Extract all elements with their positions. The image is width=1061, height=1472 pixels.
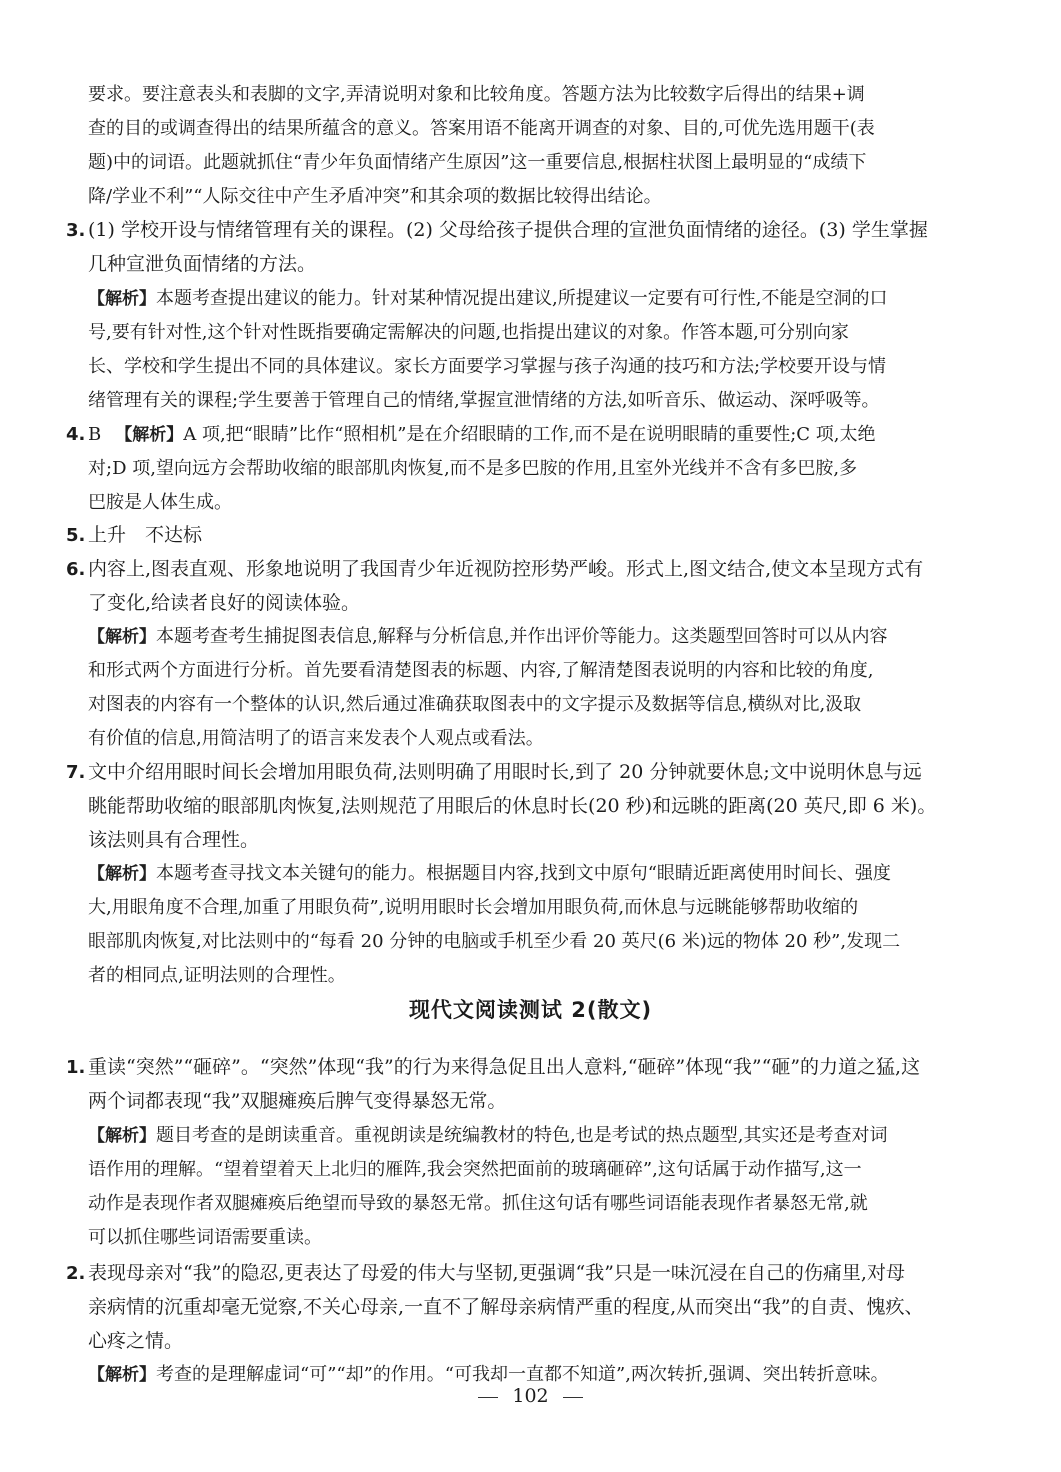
text-line: 和形式两个方面进行分析。首先要看清楚图表的标题、内容,了解清楚图表说明的内容和比较的角度,: [88, 660, 874, 681]
analysis-tag: 【解析】: [88, 1126, 156, 1146]
text-line: 亲病情的沉重却毫无觉察,不关心母亲,一直不了解母亲病情严重的程度,从而突出“我”的自责、愧疚、: [88, 1296, 924, 1318]
question-number: 1.: [66, 1057, 86, 1078]
page-number: [0, 1385, 1061, 1407]
section-title: 现代文阅读测试 2(散文): [408, 998, 653, 1022]
text-line: 长、学校和学生提出不同的具体建议。家长方面要学习掌握与孩子沟通的技巧和方法;学校要开设与情: [88, 356, 887, 377]
analysis-tag: 【解析】: [88, 627, 156, 647]
text-line: 者的相同点,证明法则的合理性。: [88, 965, 346, 986]
text-line: 几种宣泄负面情绪的方法。: [88, 253, 317, 275]
text-line: 可以抓住哪些词语需要重读。: [88, 1227, 322, 1248]
text-line: 查的目的或调查得出的结果所蕴含的意义。答案用语不能离开调查的对象、目的,可优先选用题干(表: [88, 118, 875, 139]
question-6-analysis: 【解析】本题考查考生捕捉图表信息,解释与分析信息,并作出评价等能力。这类题型回答时可以从内容: [88, 626, 888, 647]
text-line: 了变化,给读者良好的阅读体验。: [88, 592, 361, 614]
question-7-answer: 7. 文中介绍用眼时间长会增加用眼负荷,法则明确了用眼时长,到了 20 分钟就要休息;文中说明休息与远: [66, 761, 922, 783]
question-number: 2.: [66, 1263, 86, 1284]
text-line: 语作用的理解。“望着望着天上北归的雁阵,我会突然把面前的玻璃砸碎”,这句话属于动作描写,这一: [88, 1159, 862, 1180]
question-number: 3.: [66, 220, 86, 241]
answer-content: [66, 0, 937, 1385]
text-line: 该法则具有合理性。: [88, 829, 260, 851]
text-line: 大,用眼角度不合理,加重了用眼负荷”,说明用眼时长会增加用眼负荷,而休息与远眺能够帮助收缩的: [88, 897, 859, 918]
text-line: 绪管理有关的课程;学生要善于管理自己的情绪,掌握宣泄情绪的方法,如听音乐、做运动、深呼吸等。: [88, 390, 880, 411]
text-line: 号,要有针对性,这个针对性既指要确定需解决的问题,也指提出建议的对象。作答本题,可分别向家: [88, 322, 849, 343]
text-line: 眼部肌肉恢复,对比法则中的“每看 20 分钟的电脑或手机至少看 20 英尺(6 米)远的物体 20 秒”,发现二: [88, 931, 901, 952]
question-7-analysis: 【解析】本题考查寻找文本关键句的能力。根据题目内容,找到文中原句“眼睛近距离使用时间长、强度: [88, 863, 891, 884]
text-line: 对;D 项,望向远方会帮助收缩的眼部肌肉恢复,而不是多巴胺的作用,且室外光线并不含有多巴胺,多: [88, 458, 858, 479]
section-2-question-1-answer: 1. 重读“突然”“砸碎”。“突然”体现“我”的行为来得急促且出人意料,“砸碎”体现“我”“砸”的力道之猛,这: [66, 1056, 921, 1078]
analysis-tag: 【解析】: [88, 864, 156, 884]
text-line: 要求。要注意表头和表脚的文字,弄清说明对象和比较角度。答题方法为比较数字后得出的结果+调: [88, 84, 865, 105]
question-number: 4.: [66, 424, 86, 445]
question-number: 5.: [66, 525, 86, 546]
section-2-question-2-analysis: 【解析】考查的是理解虚词“可”“却”的作用。“可我却一直都不知道”,两次转折,强调、突出转折意味。: [88, 1364, 889, 1385]
text-line: 眺能帮助收缩的眼部肌肉恢复,法则规范了用眼后的休息时长(20 秒)和远眺的距离(20 英尺,即 6 米)。: [88, 795, 937, 817]
text-line: 有价值的信息,用简洁明了的语言来发表个人观点或看法。: [88, 728, 544, 749]
dash-left: [478, 1397, 498, 1398]
section-2-question-1-analysis: 【解析】题目考查的是朗读重音。重视朗读是统编教材的特色,也是考试的热点题型,其实还是考查对词: [88, 1125, 888, 1146]
text-line: 题)中的词语。此题就抓住“青少年负面情绪产生原因”这一重要信息,根据柱状图上最明显的“成绩下: [88, 152, 867, 173]
section-2-question-2-answer: 2. 表现母亲对“我”的隐忍,更表达了母爱的伟大与坚韧,更强调“我”只是一味沉浸在自己的伤痛里,对母: [66, 1262, 905, 1284]
text-line: 巴胺是人体生成。: [88, 492, 232, 513]
dash-right: [563, 1397, 583, 1398]
analysis-tag: 【解析】: [115, 425, 184, 445]
question-5-answer: 5. 上升 不达标: [66, 524, 203, 546]
text-line: 降/学业不利”“人际交往中产生矛盾冲突”和其余项的数据比较得出结论。: [88, 186, 662, 207]
text-line: 动作是表现作者双腿瘫痪后绝望而导致的暴怒无常。抓住这句话有哪些词语能表现作者暴怒无常,就: [88, 1193, 868, 1214]
question-number: 6.: [66, 559, 86, 580]
question-3-answer: 3. (1) 学校开设与情绪管理有关的课程。(2) 父母给孩子提供合理的宣泄负面情绪的途径。(3) 学生掌握: [66, 219, 928, 241]
text-line: 两个词都表现“我”双腿瘫痪后脾气变得暴怒无常。: [88, 1090, 507, 1112]
text-line: 对图表的内容有一个整体的认识,然后通过准确获取图表中的文字提示及数据等信息,横纵对比,汲取: [88, 694, 862, 715]
question-3-analysis: 【解析】本题考查提出建议的能力。针对某种情况提出建议,所提建议一定要有可行性,不能是空洞的口: [88, 288, 888, 309]
question-4-answer: 4. B 【解析】A 项,把“眼睛”比作“照相机”是在介绍眼睛的工作,而不是在说明眼睛的重要性;C 项,太绝: [66, 424, 876, 445]
analysis-tag: 【解析】: [88, 1365, 156, 1385]
question-number: 7.: [66, 762, 86, 783]
analysis-tag: 【解析】: [88, 289, 156, 309]
page-number-value: 102: [512, 1385, 549, 1407]
text-line: 心疼之情。: [88, 1330, 184, 1352]
question-6-answer: 6. 内容上,图表直观、形象地说明了我国青少年近视防控形势严峻。形式上,图文结合,使文本呈现方式有: [66, 558, 924, 580]
